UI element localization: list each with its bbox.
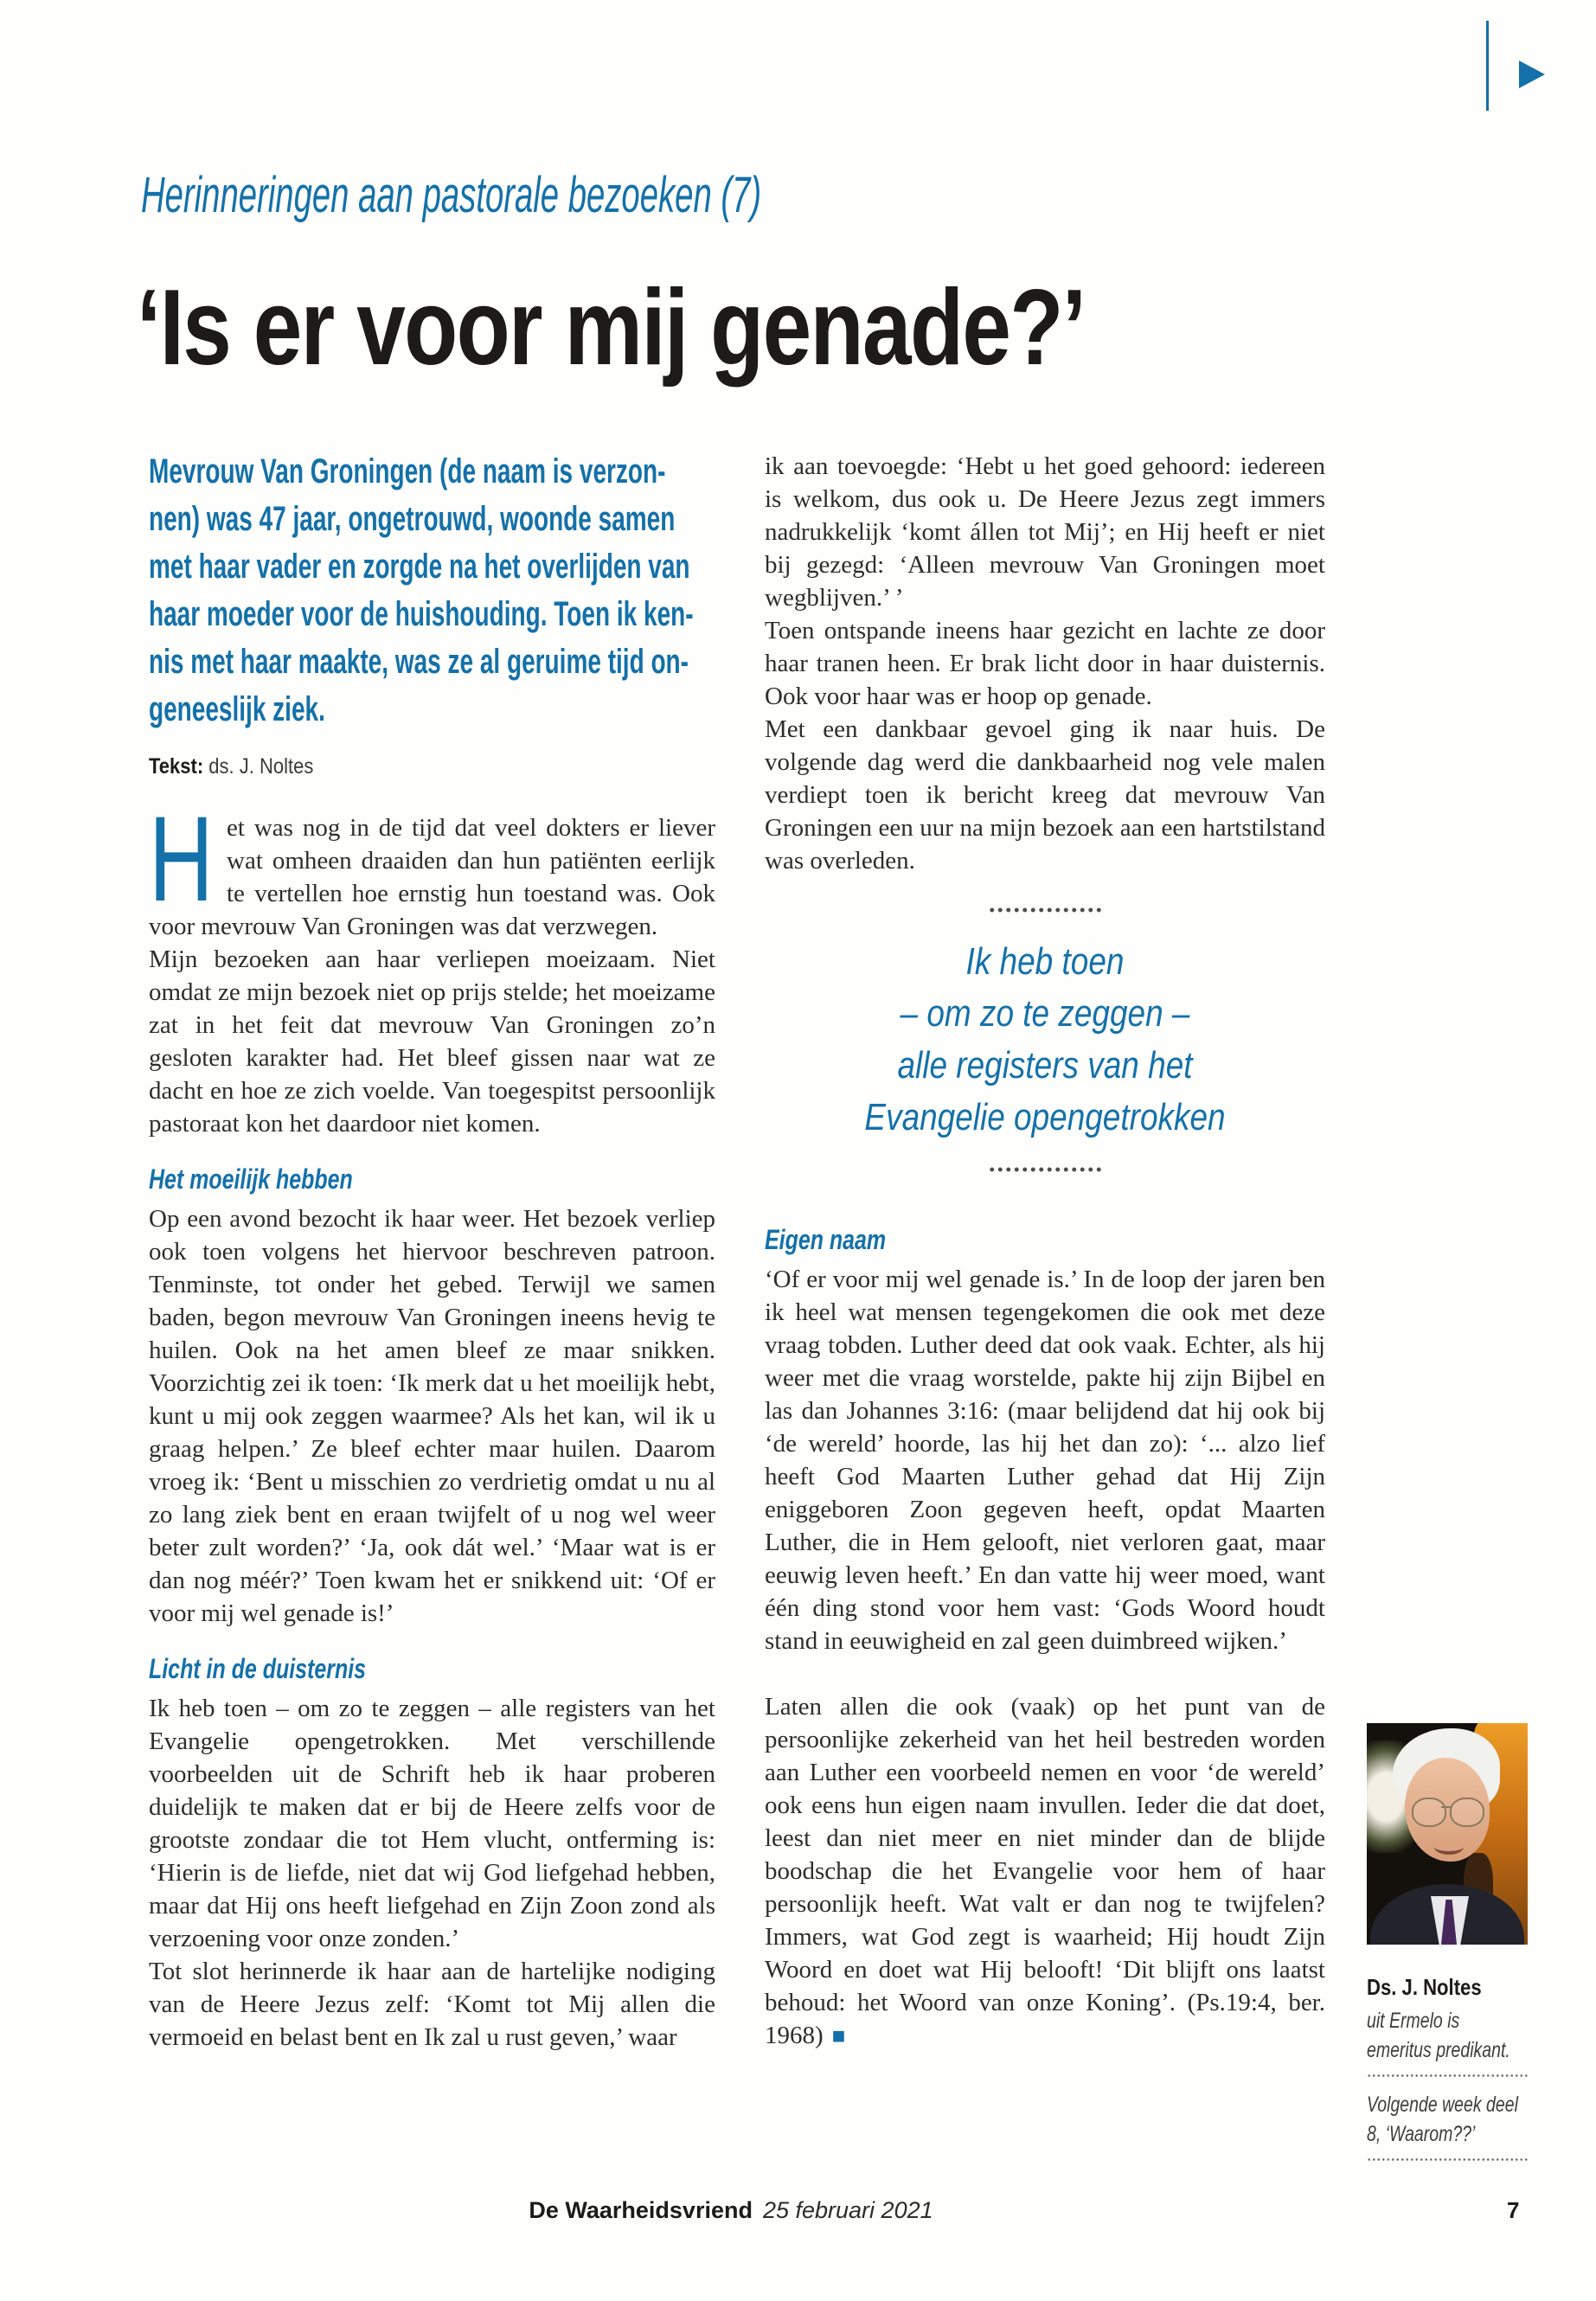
caption-author-description: uit Ermelo is emeritus predikant. — [1367, 2009, 1510, 2062]
page-number: 7 — [1507, 2197, 1520, 2223]
paragraph: ‘Of er voor mij wel genade is.’ In de loop der jaren ben ik heel wat mensen tegengekomen die ook met deze vraag tobden. Luther deed dat ook vaak. Echter, als hij weer met die vraag worstelde, pakte hij zijn Bijbel en las dan Johannes 3:16: (maar belijdend dat hij ook bij ‘de wereld’ hoorde, las hij het dan zo): ‘... alzo lief heeft God Maarten Luther gehad dat Hij Zijn eniggeboren Zoon gegeven heeft, opdat Maarten Luther, die in Hem gelooft, niet verloren gaat, maar eeuwig leven heeft.’ En dan vatte hij weer moed, want één ding stond voor hem vast: ‘Gods Woord houdt stand in eeuwigheid en zal geen duimbreed wijken.’ — [765, 1266, 1325, 1655]
paragraph — [149, 791, 715, 943]
subheading: Eigen naam — [765, 1224, 887, 1255]
lead-line: met haar vader en zorgde na het overlijden van — [149, 548, 690, 586]
dotted-rule — [1367, 2073, 1528, 2078]
dotted-rule — [1367, 2157, 1528, 2162]
photo-glasses — [1450, 1798, 1484, 1827]
paragraph: ik aan toevoegde: ‘Hebt u het goed gehoord: iedereen is welkom, dus ook u. De Heere Jezus zegt immers nadrukkelijk ‘komt állen tot Mij’; en Hij heeft er niet bij gezegd: ‘Alleen mevrouw Van Groningen moet wegblijven.’ ’ — [765, 452, 1325, 612]
article-lead — [149, 448, 754, 734]
drop-cap: H — [149, 791, 214, 926]
byline-label: Tekst: — [149, 754, 204, 779]
subheading: Het moeilijk hebben — [149, 1163, 353, 1195]
paragraph: Ik heb toen – om zo te zeggen – alle registers van het Evangelie opengetrokken. Met verschillende voorbeelden uit de Schrift heb ik haar proberen duidelijk te maken dat er bij de Heere zelfs voor de grootste zondaar die tot Hem vlucht, ontferming is: ‘Hierin is de liefde, niet dat wij God liefgehad hebben, maar dat Hij ons heeft liefgehad en Zijn Zoon zond als verzoening voor onze zonden.’ — [149, 1695, 715, 1952]
subheading: Licht in de duisternis — [149, 1653, 367, 1684]
issue-date: 25 februari 2021 — [762, 2197, 933, 2223]
pull-quote-line: Ik heb toen — [965, 940, 1125, 983]
paragraph: Mijn bezoeken aan haar verliepen moeizaam. Niet omdat ze mijn bezoek niet op prijs stelde; het moeizame zat in het feit dat mevrouw Van Groningen zo’n gesloten karakter had. Het bleef gissen naar wat ze dacht en hoe ze zich voelde. Van toegespitst persoonlijk pastoraat kon het daardoor niet komen. — [149, 945, 715, 1138]
lead-line: geneeslijk ziek. — [149, 690, 325, 728]
dotted-rule — [988, 907, 1102, 913]
lead-line: nen) was 47 jaar, ongetrouwd, woonde samen — [149, 500, 676, 538]
pull-quote-line: – om zo te zeggen – — [900, 992, 1190, 1035]
article-headline: ‘Is er voor mij genade?’ — [137, 268, 1086, 388]
paragraph: Met een dankbaar gevoel ging ik naar huis. De volgende dag werd die dankbaarheid nog vele malen verdiept toen ik bericht kreeg dat mevrouw Van Groningen een uur na mijn bezoek aan een hartstilstand was overleden. — [765, 715, 1325, 875]
paragraph-text: Laten allen die ook (vaak) op het punt van de persoonlijke zekerheid van het heil bestreden worden aan Luther een voorbeeld nemen en voor ‘de wereld’ ook eens hun eigen naam invullen. Ieder die dat doet, leest dan niet meer en niet minder dan de blijde boodschap die het Evangelie voor hem of haar persoonlijk heeft. Wat valt er dan nog te twijfelen? Immers, wat God zegt is waarheid; Hij houdt Zijn Woord en doet wat Hij belooft! ‘Dit blijft ons laatst behoud: het Woord van onze Koning’. (Ps.19:4, ber. 1968) — [765, 1693, 1325, 2049]
arrow-right-icon — [1519, 61, 1545, 88]
lead-line: nis met haar maakte, was ze al geruime tijd on- — [149, 643, 689, 681]
dotted-rule — [988, 1166, 1102, 1173]
paragraph: Op een avond bezocht ik haar weer. Het bezoek verliep ook toen volgens het hiervoor beschreven patroon. Tenminste, tot onder het gebed. Terwijl we samen baden, begon mevrouw Van Groningen ineens hevig te huilen. Ook na het amen bleef ze maar snikken. Voorzichtig zei ik toen: ‘Ik merk dat u het moeilijk hebt, kunt u mij ook zeggen waarmee? Als het kan, wil ik u graag helpen.’ Ze bleef echter maar huilen. Daarom vroeg ik: ‘Bent u misschien zo verdrietig omdat u nu al zo lang ziek bent en eraan twijfelt of u nog wel weer beter zult worden?’ ‘Ja, ook dát wel.’ ‘Maar wat is er dan nog méér?’ Toen kwam het er snikkend uit: ‘Of er voor mij wel genade is!’ — [149, 1205, 715, 1627]
paragraph: Toen ontspande ineens haar gezicht en lachte ze door haar tranen heen. Er brak licht door in haar duisternis. Ook voor haar was er hoop op genade. — [765, 617, 1325, 710]
pull-quote-line: alle registers van het — [897, 1044, 1193, 1086]
lead-line: Mevrouw Van Groningen (de naam is verzon- — [149, 452, 666, 490]
pull-quote — [765, 907, 1325, 1173]
paragraph-text: et was nog in de tijd dat veel dokters er liever wat omheen draaiden dan hun patiënten eerlijk te vertellen hoe ernstig hun toestand was. Ook voor mevrouw Van Groningen was dat verzwegen. — [149, 814, 715, 940]
page-footer — [143, 2197, 1319, 2224]
photo-glasses — [1441, 1806, 1452, 1808]
paragraph: Tot slot herinnerde ik haar aan de hartelijke nodiging van de Heere Jezus zelf: ‘Komt tot Mij allen die vermoeid en belast bent en Ik zal u rust geven,’ waar — [149, 1958, 715, 2051]
author-sidebar — [1367, 1723, 1528, 2174]
series-title: Herinneringen aan pastorale bezoeken (7) — [141, 167, 762, 223]
byline-author: ds. J. Noltes — [208, 754, 314, 779]
author-portrait-photo — [1367, 1723, 1528, 1945]
photo-glasses — [1412, 1798, 1446, 1827]
photo-smile — [1434, 1839, 1464, 1855]
byline — [149, 754, 313, 779]
caption-author-name: Ds. J. Noltes — [1367, 1974, 1482, 2000]
pull-quote-line: Evangelie opengetrokken — [864, 1096, 1226, 1138]
next-week-note: Volgende week deel 8, ‘Waarom??’ — [1367, 2093, 1518, 2146]
body-column-left — [149, 791, 715, 2054]
page-edge-rule — [1486, 21, 1489, 111]
end-of-article-mark: ■ — [831, 2022, 846, 2048]
body-column-right — [765, 450, 1325, 2052]
magazine-name: De Waarheidsvriend — [529, 2197, 753, 2223]
lead-line: haar moeder voor de huishouding. Toen ik ken- — [149, 595, 694, 633]
paragraph — [765, 1690, 1325, 2052]
